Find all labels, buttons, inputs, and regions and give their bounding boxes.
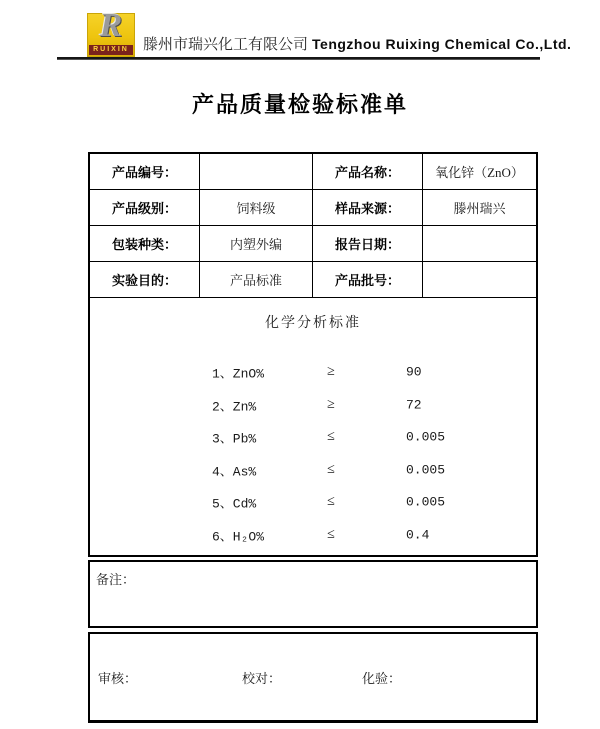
analysis-item-zno: [90, 356, 536, 389]
analysis-item-name: 2、Zn%: [212, 399, 257, 415]
analysis-list: [90, 356, 536, 551]
field-value-product-grade: 饲料级: [200, 190, 313, 226]
analysis-item-h2o: [90, 519, 536, 552]
test-label: 化验：: [362, 671, 402, 686]
analysis-item-name: 5、Cd%: [212, 496, 257, 512]
company-name-en: Tengzhou Ruixing Chemical Co.,Ltd.: [312, 36, 572, 52]
company-name-cn: 滕州市瑞兴化工有限公司: [143, 37, 309, 53]
analysis-item-name: 3、Pb%: [212, 431, 257, 447]
field-label-batch-number: 产品批号：: [313, 262, 423, 298]
analysis-item-operator: ≤: [327, 429, 335, 445]
analysis-heading: 化学分析标准: [265, 316, 361, 331]
review-label: 审核：: [98, 671, 138, 686]
header-divider: [57, 57, 540, 60]
analysis-item-operator: ≤: [327, 526, 335, 542]
analysis-item-value: 90: [406, 364, 422, 380]
analysis-item-pb: [90, 421, 536, 454]
analysis-item-value: 0.005: [406, 429, 446, 445]
analysis-item-operator: ≤: [327, 494, 335, 510]
field-value-package-type: 内塑外编: [200, 226, 313, 262]
field-value-product-code: [200, 154, 313, 190]
field-value-report-date: [423, 226, 536, 262]
field-label-product-code: 产品编号：: [90, 154, 200, 190]
company-logo: [87, 7, 135, 57]
analysis-item-operator: ≥: [327, 364, 335, 380]
field-value-test-purpose: 产品标准: [200, 262, 313, 298]
field-label-product-name: 产品名称：: [313, 154, 423, 190]
field-value-sample-source: 滕州瑞兴: [423, 190, 536, 226]
company-name-line: [143, 33, 572, 54]
field-value-product-name: 氧化锌（ZnO）: [423, 154, 536, 190]
field-label-report-date: 报告日期：: [313, 226, 423, 262]
analysis-item-operator: ≥: [327, 396, 335, 412]
analysis-item-operator: ≤: [327, 461, 335, 477]
info-grid: [90, 154, 536, 298]
analysis-item-cd: [90, 486, 536, 519]
page-title: 产品质量检验标准单: [191, 92, 408, 117]
field-value-batch-number: [423, 262, 536, 298]
logo-r-icon: R: [99, 7, 123, 44]
analysis-item-as: [90, 454, 536, 487]
analysis-item-name: 6、H₂O%: [212, 529, 265, 545]
field-label-test-purpose: 实验目的：: [90, 262, 200, 298]
analysis-item-value: 0.005: [406, 462, 446, 478]
analysis-item-zn: [90, 389, 536, 422]
field-label-package-type: 包装种类：: [90, 226, 200, 262]
analysis-item-value: 0.005: [406, 494, 446, 510]
logo-wordmark: RUIXIN: [89, 45, 133, 55]
remarks-box: [88, 560, 538, 628]
remarks-label: 备注：: [96, 572, 136, 587]
analysis-item-name: 4、As%: [212, 464, 257, 480]
spec-table: [88, 152, 538, 557]
proofread-label: 校对：: [242, 671, 282, 686]
chemical-analysis-section: [90, 298, 536, 555]
signature-box: [88, 632, 538, 723]
analysis-item-value: 0.4: [406, 527, 430, 543]
analysis-item-name: 1、ZnO%: [212, 366, 265, 382]
field-label-sample-source: 样品来源：: [313, 190, 423, 226]
analysis-item-value: 72: [406, 397, 422, 413]
field-label-product-grade: 产品级别：: [90, 190, 200, 226]
